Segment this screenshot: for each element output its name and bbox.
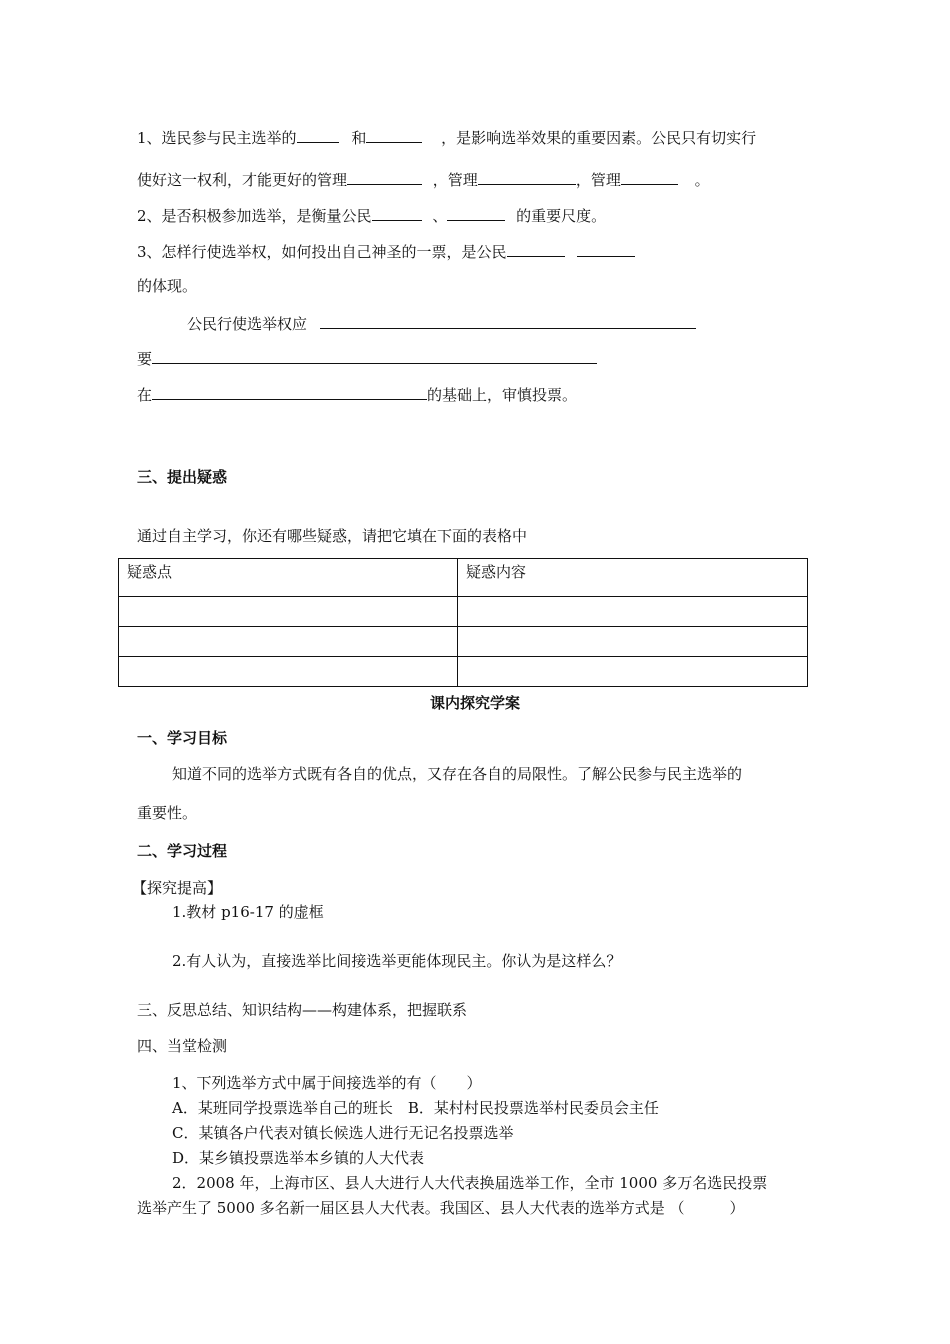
goal-text-1: 知道不同的选举方式既有各自的优点，又存在各自的局限性。了解公民参与民主选举的 [172,765,743,783]
q1-text-c: ，是影响选举效果的重要因素。公民只有切实行 [441,129,757,147]
q2-line [137,205,606,226]
q1-text-g: 。 [694,171,710,189]
table-row [119,627,808,657]
q1-text-f: ，管理 [575,171,621,189]
reflect-heading: 三、反思总结、知识结构——构建体系，把握联系 [137,1001,468,1019]
q3-line-2 [137,276,197,296]
blank[interactable] [152,384,427,400]
test-q2-line-2: 选举产生了 5000 多名新一届区县人大代表。我国区、县人大代表的选举方式是 （ ） [137,1199,745,1217]
blank[interactable] [372,205,422,221]
q4-text-b: 要 [137,350,153,368]
q4-line-1 [187,313,696,334]
q4-text-d: 的基础上，审慎投票。 [427,386,578,404]
q3-text-b: 的体现。 [137,277,198,295]
q4-text-a: 公民行使选举权应 [187,315,308,333]
q4-line-3 [137,384,577,405]
doubt-table [118,558,808,687]
blank[interactable] [320,313,696,329]
blank[interactable] [577,241,635,257]
goal-text-2: 重要性。 [137,804,198,822]
test-q1-option-d: D．某乡镇投票选举本乡镇的人大代表 [172,1149,425,1167]
table-header-row [119,559,808,597]
table-cell[interactable] [119,657,458,687]
table-header-doubt: 疑惑点 [119,559,458,597]
test-heading: 四、当堂检测 [137,1037,228,1055]
blank[interactable] [297,127,339,143]
table-header-content: 疑惑内容 [458,559,808,597]
q1-text-a: 1、选民参与民主选举的 [137,129,297,147]
explore-item-2: 2.有人认为，直接选举比间接选举更能体现民主。你认为是这样么？ [172,952,622,970]
table-cell[interactable] [458,657,808,687]
blank[interactable] [447,205,505,221]
goal-heading: 一、学习目标 [137,729,228,747]
blank[interactable] [507,241,565,257]
q2-text-a: 2、是否积极参加选举，是衡量公民 [137,207,372,225]
blank[interactable] [621,169,678,185]
test-q2-line-1: 2．2008 年，上海市区、县人大进行人大代表换届选举工作，全市 1000 多万名选民投票 [172,1174,768,1192]
q2-text-b: 、 [432,207,448,225]
explore-item-1: 1.教材 p16-17 的虚框 [172,903,324,921]
table-row [119,657,808,687]
q4-line-2 [137,348,597,369]
test-q1-stem: 1、下列选举方式中属于间接选举的有（ ） [172,1074,482,1092]
q3-text-a: 3、怎样行使选举权，如何投出自己神圣的一票，是公民 [137,243,507,261]
test-q1-option-c: C．某镇各户代表对镇长候选人进行无记名投票选举 [172,1124,514,1142]
table-cell[interactable] [119,627,458,657]
q4-text-c: 在 [137,386,153,404]
q1-text-d: 使好这一权利，才能更好的管理 [137,171,348,189]
process-heading: 二、学习过程 [137,842,228,860]
q1-line-2 [137,169,710,190]
table-cell[interactable] [458,627,808,657]
q1-line-1 [137,127,756,148]
q2-text-c: 的重要尺度。 [516,207,607,225]
q1-text-e: ，管理 [432,171,478,189]
q3-line [137,241,635,262]
blank[interactable] [478,169,576,185]
q1-text-b: 和 [351,129,367,147]
section3-intro: 通过自主学习，你还有哪些疑惑，请把它填在下面的表格中 [137,527,528,545]
section3-heading: 三、提出疑惑 [137,468,228,486]
table-cell[interactable] [458,597,808,627]
explore-label: 【探究提高】 [132,879,223,897]
table-cell[interactable] [119,597,458,627]
blank[interactable] [152,348,597,364]
inclass-title: 课内探究学案 [429,694,520,712]
blank[interactable] [347,169,422,185]
test-q1-options-ab: A．某班同学投票选举自己的班长 B．某村村民投票选举村民委员会主任 [172,1099,659,1117]
table-row [119,597,808,627]
blank[interactable] [366,127,422,143]
